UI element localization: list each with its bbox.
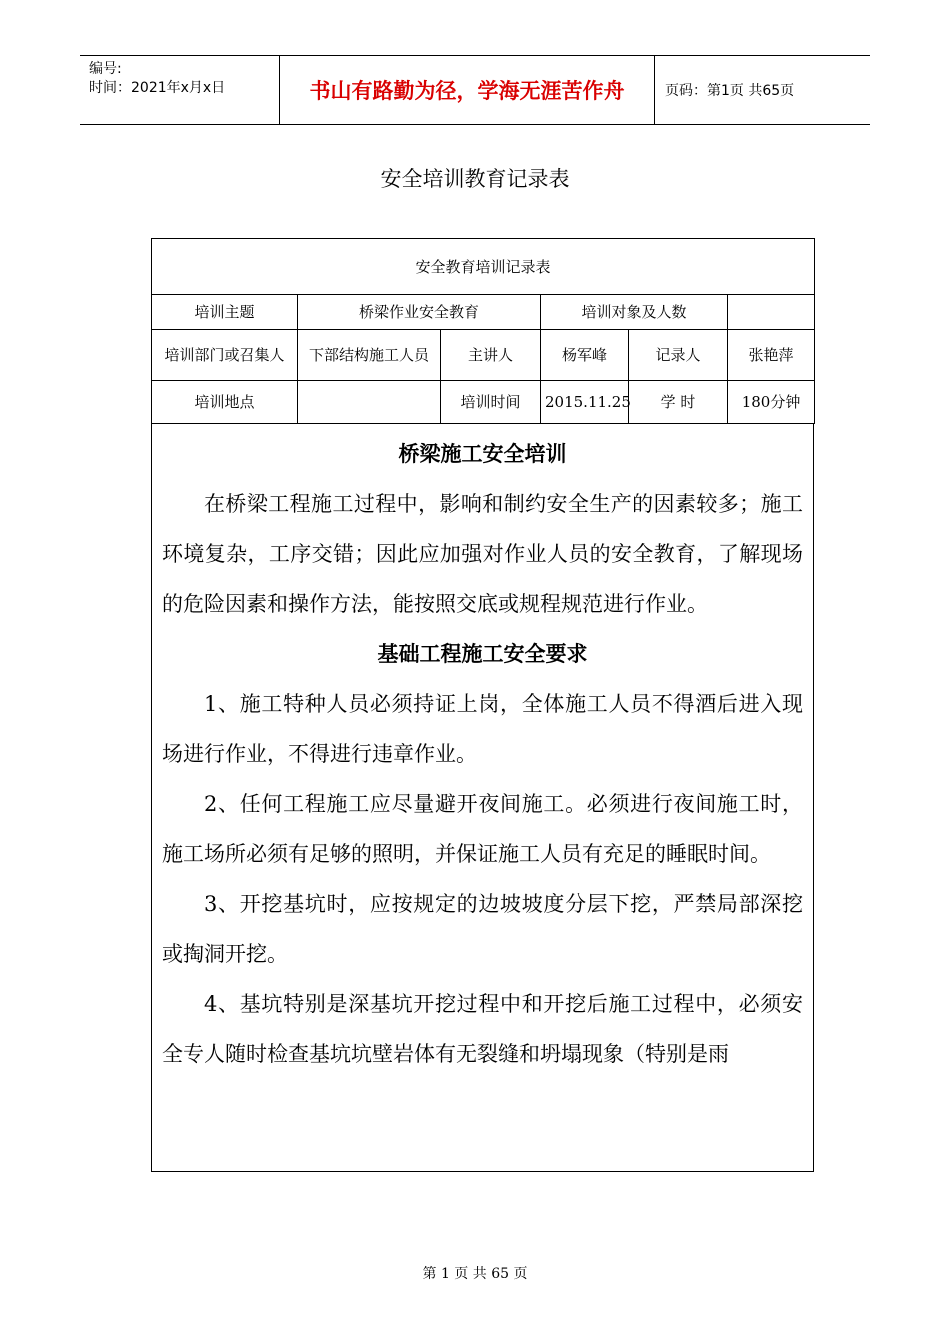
dept-label: 培训部门或召集人	[152, 330, 298, 381]
recorder-label: 记录人	[629, 330, 728, 381]
section-heading-bridge: 桥梁施工安全培训	[398, 441, 567, 466]
page-header	[80, 55, 870, 125]
topic-label: 培训主题	[152, 295, 298, 330]
list-item: 3、开挖基坑时，应按规定的边坡坡度分层下挖，严禁局部深挖或掏洞开挖。	[162, 892, 803, 966]
lecturer-value: 杨军峰	[541, 330, 629, 381]
section-heading-foundation: 基础工程施工安全要求	[377, 641, 588, 666]
dept-value: 下部结构施工人员	[298, 330, 441, 381]
training-content	[151, 423, 814, 1172]
motto: 书山有路勤为径，学海无涯苦作舟	[280, 56, 655, 124]
time-label: 培训时间	[441, 381, 541, 424]
page-footer: 第 1 页 共 65 页	[422, 1266, 528, 1282]
serial-label: 编号:	[89, 61, 122, 77]
location-label: 培训地点	[152, 381, 298, 424]
record-table	[151, 238, 815, 424]
table-caption: 安全教育培训记录表	[152, 239, 815, 295]
topic-value: 桥梁作业安全教育	[298, 295, 541, 330]
hours-value: 180分钟	[728, 381, 815, 424]
intro-paragraph: 在桥梁工程施工过程中，影响和制约安全生产的因素较多；施工环境复杂，工序交错；因此应加强对作业人员的安全教育，了解现场的危险因素和操作方法，能按照交底或规程规范进行作业。	[162, 492, 803, 616]
recorder-value: 张艳萍	[728, 330, 815, 381]
time-label: 时间：2021年x月x日	[89, 80, 226, 96]
location-value	[298, 381, 441, 424]
hours-label: 学 时	[629, 381, 728, 424]
list-item: 1、施工特种人员必须持证上岗，全体施工人员不得酒后进入现场进行作业，不得进行违章作业。	[162, 692, 803, 766]
list-item: 2、任何工程施工应尽量避开夜间施工。必须进行夜间施工时，施工场所必须有足够的照明，并保证施工人员有充足的睡眠时间。	[162, 792, 803, 866]
lecturer-label: 主讲人	[441, 330, 541, 381]
header-meta	[80, 56, 280, 124]
page-info: 页码：第1页 共65页	[665, 83, 795, 99]
time-value: 2015.11.25	[541, 381, 629, 424]
list-item: 4、基坑特别是深基坑开挖过程中和开挖后施工过程中，必须安全专人随时检查基坑坑壁岩体有无裂缝和坍塌现象（特别是雨	[162, 992, 803, 1066]
audience-value	[728, 295, 815, 330]
document-title: 安全培训教育记录表	[380, 167, 570, 191]
audience-label: 培训对象及人数	[541, 295, 728, 330]
